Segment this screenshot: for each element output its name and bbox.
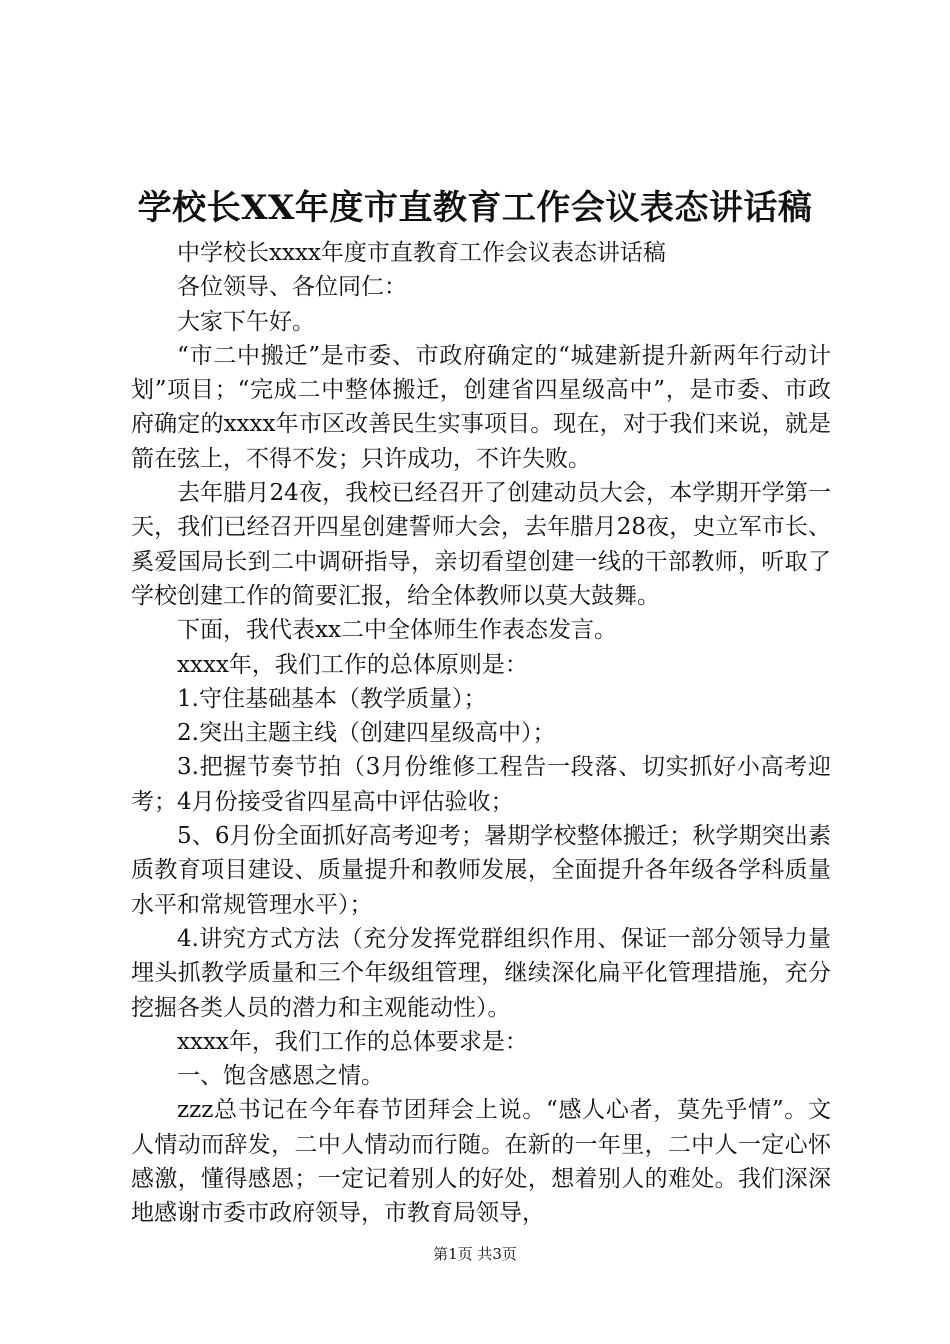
paragraph-principle-3-continued: 5、6月份全面抓好高考迎考；暑期学校整体搬迁；秋学期突出素质教育项目建设、质量提升和教师发展，全面提升各年级各学科质量水平和常规管理水平）； xyxy=(131,823,831,918)
page-footer: 第1页 共3页 xyxy=(433,1245,517,1263)
paragraph-subtitle: 中学校长xxxx年度市直教育工作会议表态讲话稿 xyxy=(177,240,666,266)
paragraph-requirement-1: 一、饱含感恩之情。 xyxy=(177,1063,384,1090)
paragraph-salutation: 各位领导、各位同仁： xyxy=(177,274,407,301)
document-title: 学校长XX年度市直教育工作会议表态讲话稿 xyxy=(137,188,813,228)
document-body xyxy=(131,236,831,1231)
paragraph-principle-4: 4.讲究方式方法（充分发挥党群组织作用、保证一部分领导力量埋头抓教学质量和三个年级组管理，继续深化扁平化管理措施，充分挖掘各类人员的潜力和主观能动性）。 xyxy=(131,925,831,1021)
paragraph-greeting: 大家下午好。 xyxy=(177,308,315,335)
paragraph-principle-1: 1.守住基础基本（教学质量）； xyxy=(177,685,487,712)
paragraph-statement-intro: 下面，我代表xx二中全体师生作表态发言。 xyxy=(177,617,617,644)
paragraph-principle-3: 3.把握节奏节拍（3月份维修工程告一段落、切实抓好小高考迎考；4月份接受省四星高中评估验收； xyxy=(131,754,831,815)
paragraph-relocation: “市二中搬迁”是市委、市政府确定的“城建新提升新两年行动计划”项目；“完成二中整体搬迁，创建省四星级高中”，是市委、市政府确定的xxxx年市区改善民生实事项目。现在，对于我们来说，就是箭在弦上，不得不发；只许成功，不许失败。 xyxy=(131,342,831,472)
paragraph-principles-heading: xxxx年，我们工作的总体原则是： xyxy=(177,651,528,678)
paragraph-principle-2: 2.突出主题主线（创建四星级高中）； xyxy=(177,720,556,747)
paragraph-gratitude: zzz总书记在今年春节团拜会上说。“感人心者，莫先乎情”。文人情动而辞发，二中人情动而行随。在新的一年里，二中人一定心怀感激，懂得感恩；一定记着别人的好处，想着别人的难处。我们深深地感谢市委市政府领导，市教育局领导， xyxy=(131,1097,831,1227)
paragraph-requirements-heading: xxxx年，我们工作的总体要求是： xyxy=(177,1028,528,1055)
paragraph-mobilization: 去年腊月24夜，我校已经召开了创建动员大会，本学期开学第一天，我们已经召开四星创建誓师大会，去年腊月28夜，史立军市长、奚爱国局长到二中调研指导，亲切看望创建一线的干部教师，听取了学校创建工作的简要汇报，给全体教师以莫大鼓舞。 xyxy=(131,480,831,609)
